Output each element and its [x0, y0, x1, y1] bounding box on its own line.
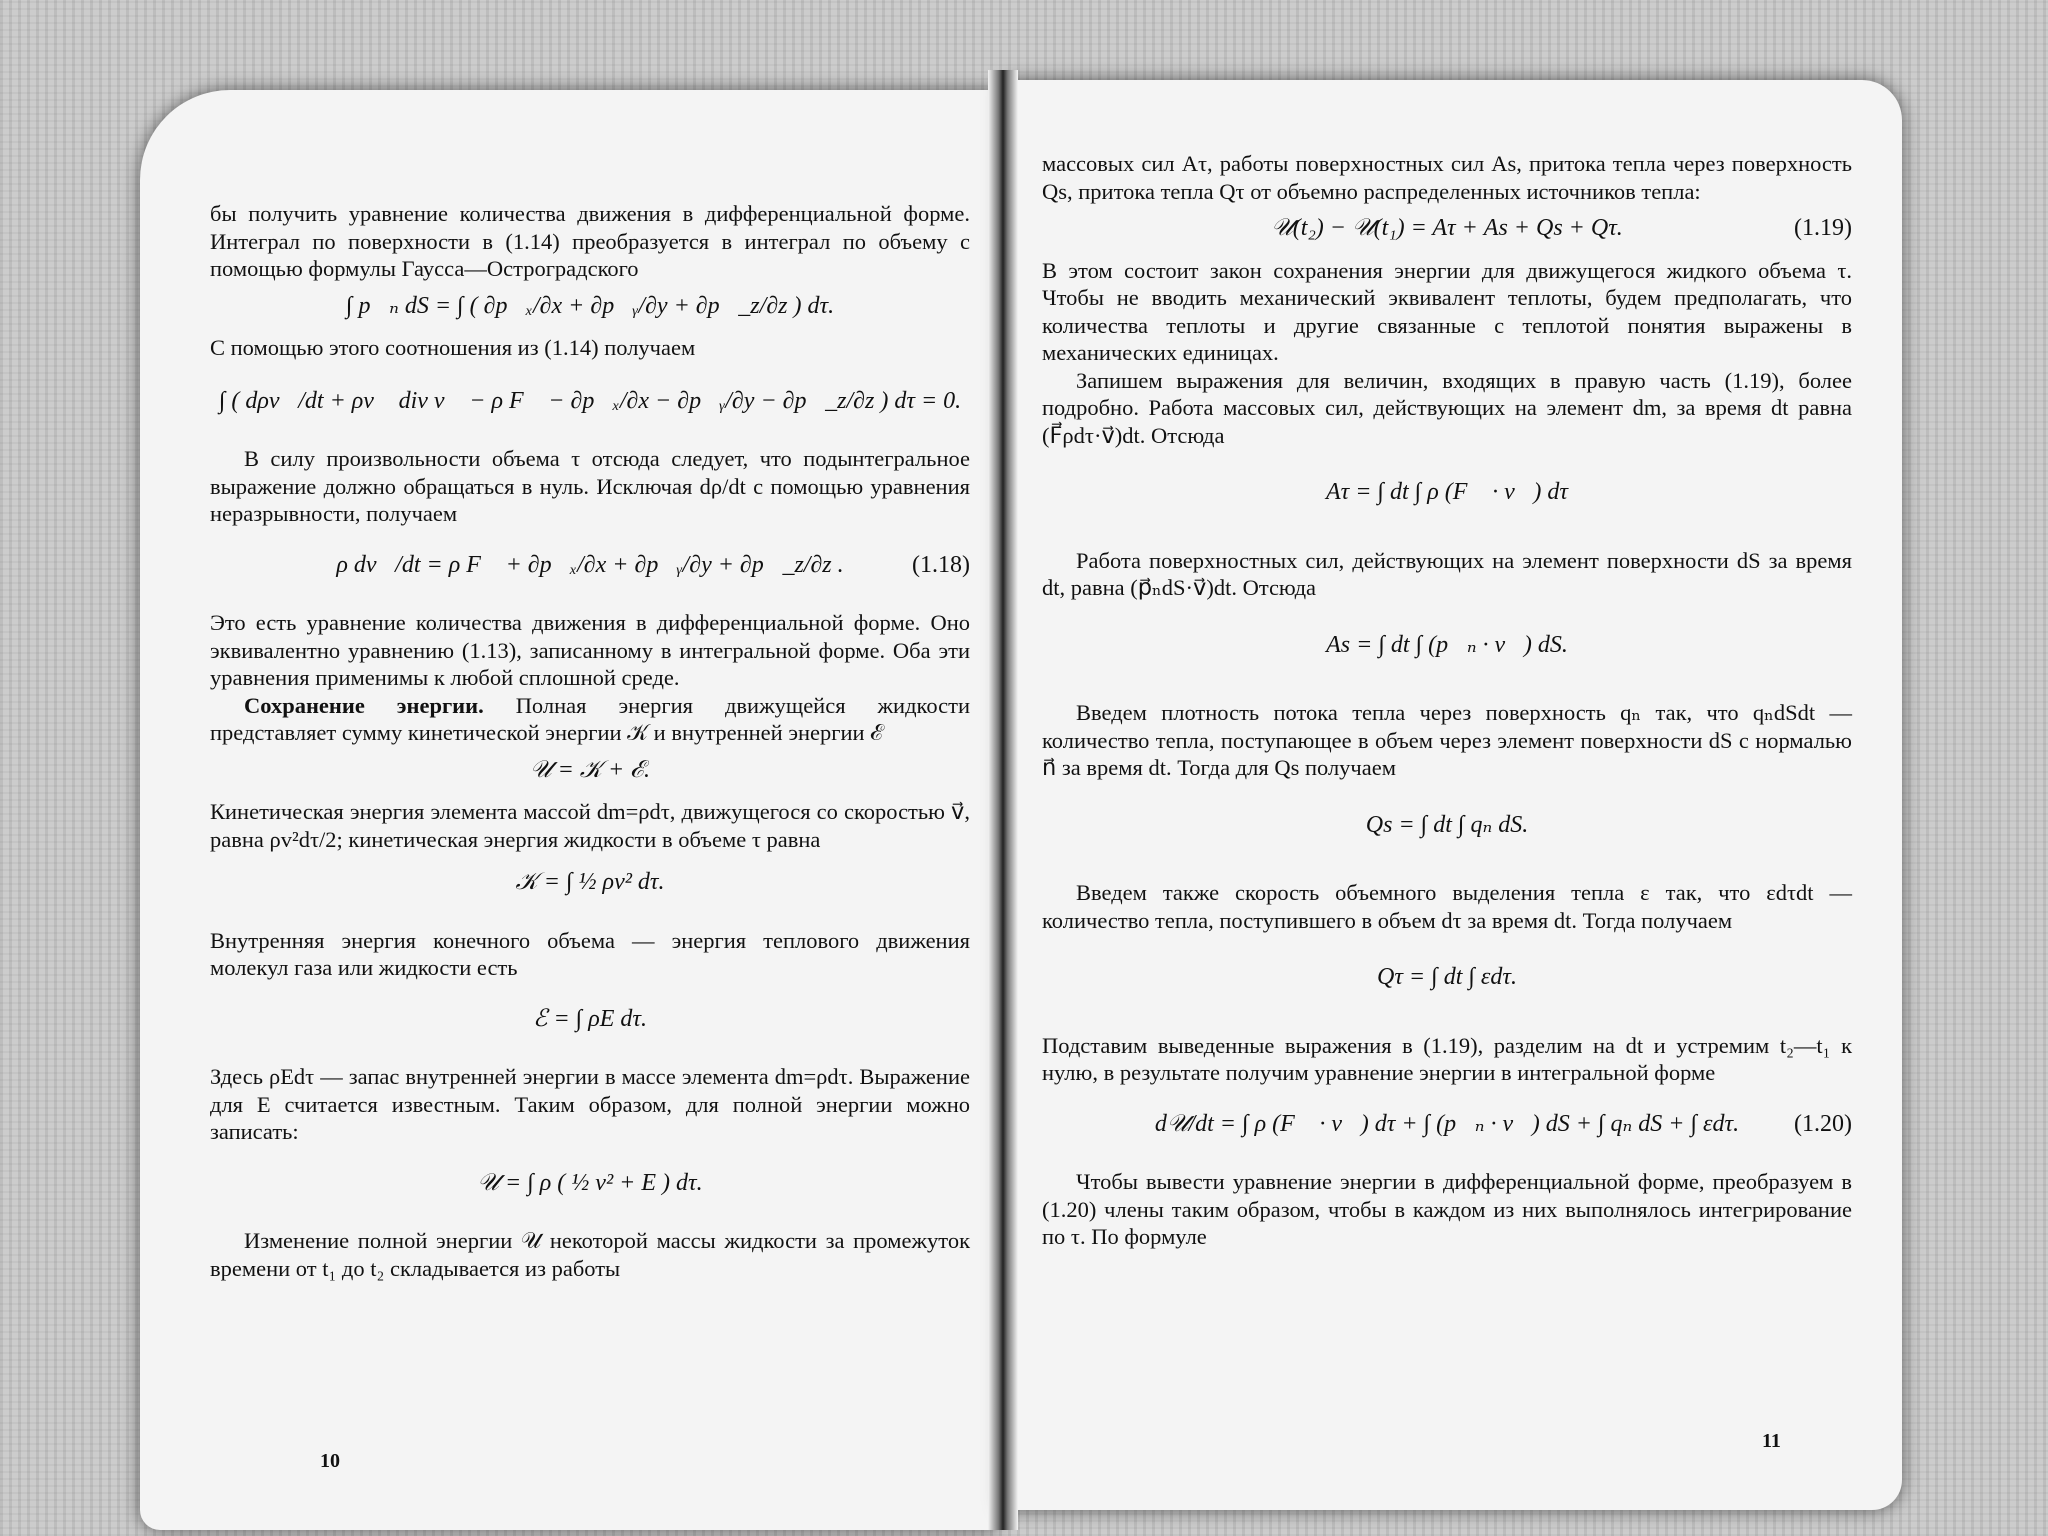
book-spine [988, 70, 1018, 1530]
formula: 𝒰 = ∫ ρ ( ½ v² + E ) dτ. [477, 1169, 703, 1196]
open-book [140, 70, 1910, 1520]
right-page [1002, 80, 1902, 1510]
right-page-text [1042, 150, 1852, 1251]
formula-1-18 [210, 552, 970, 580]
formula-1-19 [1042, 215, 1852, 243]
left-page [140, 90, 1000, 1530]
paragraph: В этом состоит закон сохранения энергии для движущегося жидкого объема τ. Чтобы не вводить механический эквивалент теплоты, будем предполагать, что количества теплоты и другие связанные с теплотой понятия выражены в механических единицах. [1042, 257, 1852, 365]
formula: As = ∫ dt ∫ (p⃗ₙ · v⃗) dS. [1326, 631, 1568, 658]
formula-body: d𝒰/dt = ∫ ρ (F⃗ · v⃗) dτ + ∫ (p⃗ₙ · v⃗) dS + ∫ qₙ dS + ∫ εdτ. [1154, 1110, 1740, 1137]
section-heading: Сохранение энергии. [244, 692, 484, 718]
formula: ∫ p⃗ₙ dS = ∫ ( ∂p⃗ₓ/∂x + ∂p⃗ᵧ/∂y + ∂p⃗_z/∂z ) dτ. [345, 292, 835, 319]
paragraph [210, 692, 970, 747]
formula: ∫ ( dρv⃗/dt + ρv⃗ div v⃗ − ρ F⃗ − ∂p⃗ₓ/∂x − ∂p⃗ᵧ/∂y − ∂p⃗_z/∂z ) dτ = 0. [218, 387, 962, 414]
paragraph: Это есть уравнение количества движения в дифференциальной форме. Оно эквивалентно уравнению (1.13), записанному в интегральной форме. Оба эти уравнения применимы к любой сплошной среде. [210, 610, 970, 690]
paragraph: Кинетическая энергия элемента массой dm=ρdτ, движущегося со скоростью v⃗, равна ρv²dτ/2; кинетическая энергия жидкости в объеме τ равна [210, 799, 970, 852]
paragraph: С помощью этого соотношения из (1.14) получаем [210, 335, 696, 360]
paragraph: Изменение полной энергии 𝒰 некоторой массы жидкости за промежуток времени от t₁ до t₂ складывается из работы [210, 1228, 970, 1281]
paragraph: Внутренняя энергия конечного объема — энергия теплового движения молекул газа или жидкости есть [210, 927, 970, 980]
paragraph: бы получить уравнение количества движения в дифференциальной форме. Интеграл по поверхности в (1.14) преобразуется в интеграл по объему с помощью формулы Гаусса—Остроградского [210, 201, 970, 281]
equation-number: (1.18) [912, 551, 970, 578]
formula-body: 𝒰(t₂) − 𝒰(t₁) = Aτ + As + Qs + Qτ. [1271, 215, 1623, 241]
page-number: 11 [1762, 1430, 1781, 1452]
formula: Aτ = ∫ dt ∫ ρ (F⃗ · v⃗) dτ [1325, 479, 1568, 505]
paragraph: Подставим выведенные выражения в (1.19), разделим на dt и устремим t₂—t₁ к нулю, в результате получим уравнение энергии в интегральной форме [1042, 1032, 1852, 1085]
paragraph: Здесь ρEdτ — запас внутренней энергии в массе элемента dm=ρdτ. Выражение для E считается известным. Таким образом, для полной энергии можно записать: [210, 1064, 970, 1144]
paragraph: массовых сил Aτ, работы поверхностных сил As, притока тепла через поверхность Qs, притока тепла Qτ от объемно распределенных источников тепла: [1042, 151, 1852, 204]
paragraph: Введем также скорость объемного выделения тепла ε так, что εdτdt — количество тепла, поступившего в объем dτ за время dt. Тогда получаем [1042, 880, 1852, 933]
paragraph: Введем плотность потока тепла через поверхность qₙ так, что qₙdSdt — количество тепла, поступающее в объем через элемент поверхности dS с нормалью n⃗ за время dt. Тогда для Qs получаем [1042, 700, 1852, 780]
formula: 𝒰 = 𝒦 + ℰ. [529, 756, 651, 783]
paragraph: Запишем выражения для величин, входящих в правую часть (1.19), более подробно. Работа массовых сил, действующих на элемент dm, за время dt равна (F⃗ρdτ·v⃗)dt. Отсюда [1042, 367, 1852, 448]
paragraph-text: Полная энергия движущейся жидкости представляет сумму кинетической энергии 𝒦 и внутренней энергии ℰ [210, 692, 970, 745]
equation-number: (1.19) [1794, 215, 1852, 241]
formula: ℰ = ∫ ρE dτ. [532, 1005, 648, 1032]
formula: Qτ = ∫ dt ∫ εdτ. [1377, 964, 1517, 990]
formula-1-20 [1042, 1111, 1852, 1139]
formula: Qs = ∫ dt ∫ qₙ dS. [1365, 811, 1529, 838]
left-page-text [210, 200, 970, 1282]
formula: 𝒦 = ∫ ½ ρv² dτ. [515, 869, 665, 895]
paragraph: Работа поверхностных сил, действующих на элемент поверхности dS за время dt, равна (p⃗ₙdS·v⃗)dt. Отсюда [1042, 547, 1852, 600]
paragraph: Чтобы вывести уравнение энергии в дифференциальной форме, преобразуем в (1.20) члены таким образом, чтобы в каждом из них выполнялось интегрирование по τ. По формуле [1042, 1169, 1852, 1249]
paragraph: В силу произвольности объема τ отсюда следует, что подынтегральное выражение должно обращаться в нуль. Исключая dρ/dt с помощью уравнения неразрывности, получаем [210, 446, 970, 526]
formula-body: ρ dv⃗/dt = ρ F⃗ + ∂p⃗ₓ/∂x + ∂p⃗ᵧ/∂y + ∂p⃗_z/∂z . [336, 551, 844, 578]
page-number: 10 [320, 1450, 340, 1472]
equation-number: (1.20) [1794, 1110, 1852, 1137]
